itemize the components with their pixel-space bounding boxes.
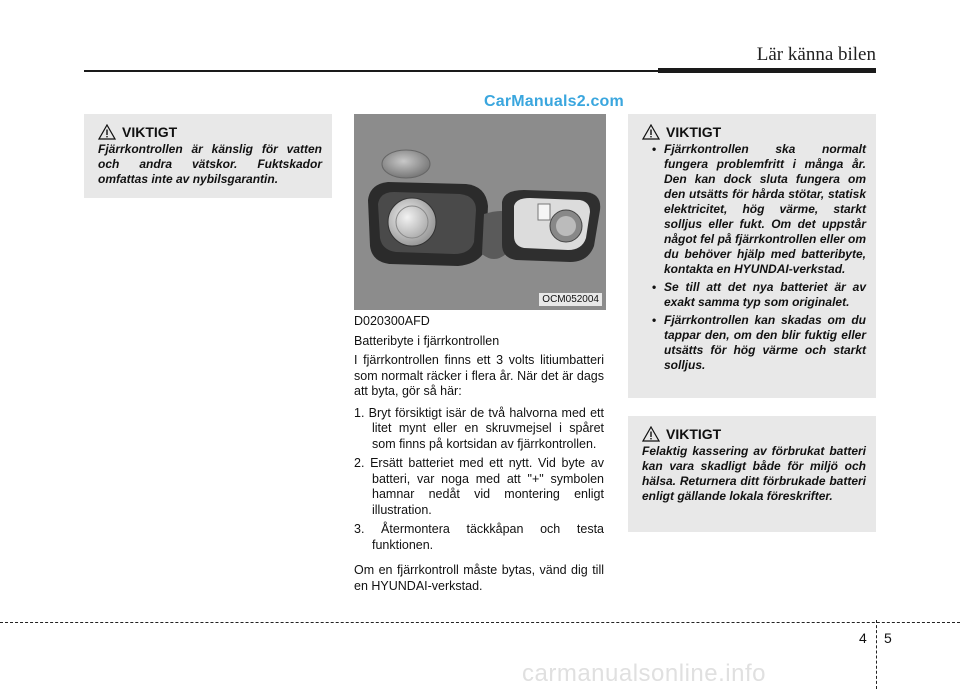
warning-triangle-icon: [642, 426, 660, 442]
page-number-separator: [876, 620, 877, 689]
warning-box-title: [642, 426, 866, 442]
section-code: D020300AFD: [354, 314, 430, 328]
warning-list-item: • Fjärrkontrollen kan skadas om du tappar den, om den blir fuktig eller utsätts för hög värme och starkt solljus.: [642, 313, 866, 373]
warning-box-text: Fjärrkontrollen är känslig för vatten och andra vätskor. Fuktskador omfattas inte av nybilsgarantin.: [98, 142, 322, 186]
page-number: 5: [884, 630, 892, 646]
watermark-top[interactable]: CarManuals2.com: [484, 93, 624, 110]
section-heading: Batteribyte i fjärrkontrollen: [354, 333, 500, 348]
section-outro: Om en fjärrkontroll måste bytas, vänd dig till en HYUNDAI-verkstad.: [354, 563, 604, 593]
battery-replacement-section: [354, 314, 604, 600]
warning-box-right-top: [628, 114, 876, 398]
warning-triangle-icon: [642, 124, 660, 140]
warning-box-left: [84, 114, 332, 198]
warning-box-title-text: VIKTIGT: [122, 124, 178, 140]
step-item: 2. Ersätt batteriet med ett nytt. Vid byte av batteri, var noga med att "+" symbolen hamnar nedåt vid montering enligt illustration.: [354, 456, 604, 517]
remote-illustration: [354, 114, 606, 310]
remote-battery-photo: [354, 114, 606, 310]
warning-box-title: [98, 124, 322, 140]
warning-box-right-bottom: [628, 416, 876, 532]
warning-triangle-icon: [98, 124, 116, 140]
steps-list: [354, 406, 604, 554]
warning-box-title: [642, 124, 866, 140]
footer-rule: [0, 622, 960, 623]
section-intro: I fjärrkontrollen finns ett 3 volts litiumbatteri som normalt räcker i flera år. När det är dags att byta, gör så här:: [354, 353, 604, 398]
warning-box-title-text: VIKTIGT: [666, 426, 722, 442]
warning-box-text: Felaktig kassering av förbrukat batteri kan vara skadligt både för miljö och hälsa. Returnera ditt förbrukade batteri enligt gällande lokala föreskrifter.: [642, 444, 866, 503]
section-title: Lär känna bilen: [756, 44, 876, 65]
step-item: 1. Bryt försiktigt isär de två halvorna med ett litet mynt eller en skruvmejsel i spåret som finns på kortsidan av fjärrkontrollen.: [354, 405, 604, 451]
step-item: 3. Återmontera täckkåpan och testa funktionen.: [354, 522, 604, 552]
chapter-number: 4: [859, 630, 867, 646]
warning-box-title-text: VIKTIGT: [666, 124, 722, 140]
warning-list-item: • Se till att det nya batteriet är av exakt samma typ som originalet.: [642, 280, 866, 310]
photo-code-label: OCM052004: [539, 293, 602, 306]
warning-list-item: • Fjärrkontrollen ska normalt fungera problemfritt i många år. Den kan dock sluta fungera om den utsätts för hårda stötar, statisk elektricitet, hög värme, starkt solljus eller fukt. Om det uppstår något fel på fjärrkontrollen eller om du behöver hjälp med batteribyte, kontakta en HYUNDAI-verkstad.: [642, 142, 866, 277]
header-rule-accent: [658, 68, 876, 73]
warning-list: [642, 142, 866, 373]
watermark-bottom[interactable]: carmanualsonline.info: [522, 660, 766, 687]
